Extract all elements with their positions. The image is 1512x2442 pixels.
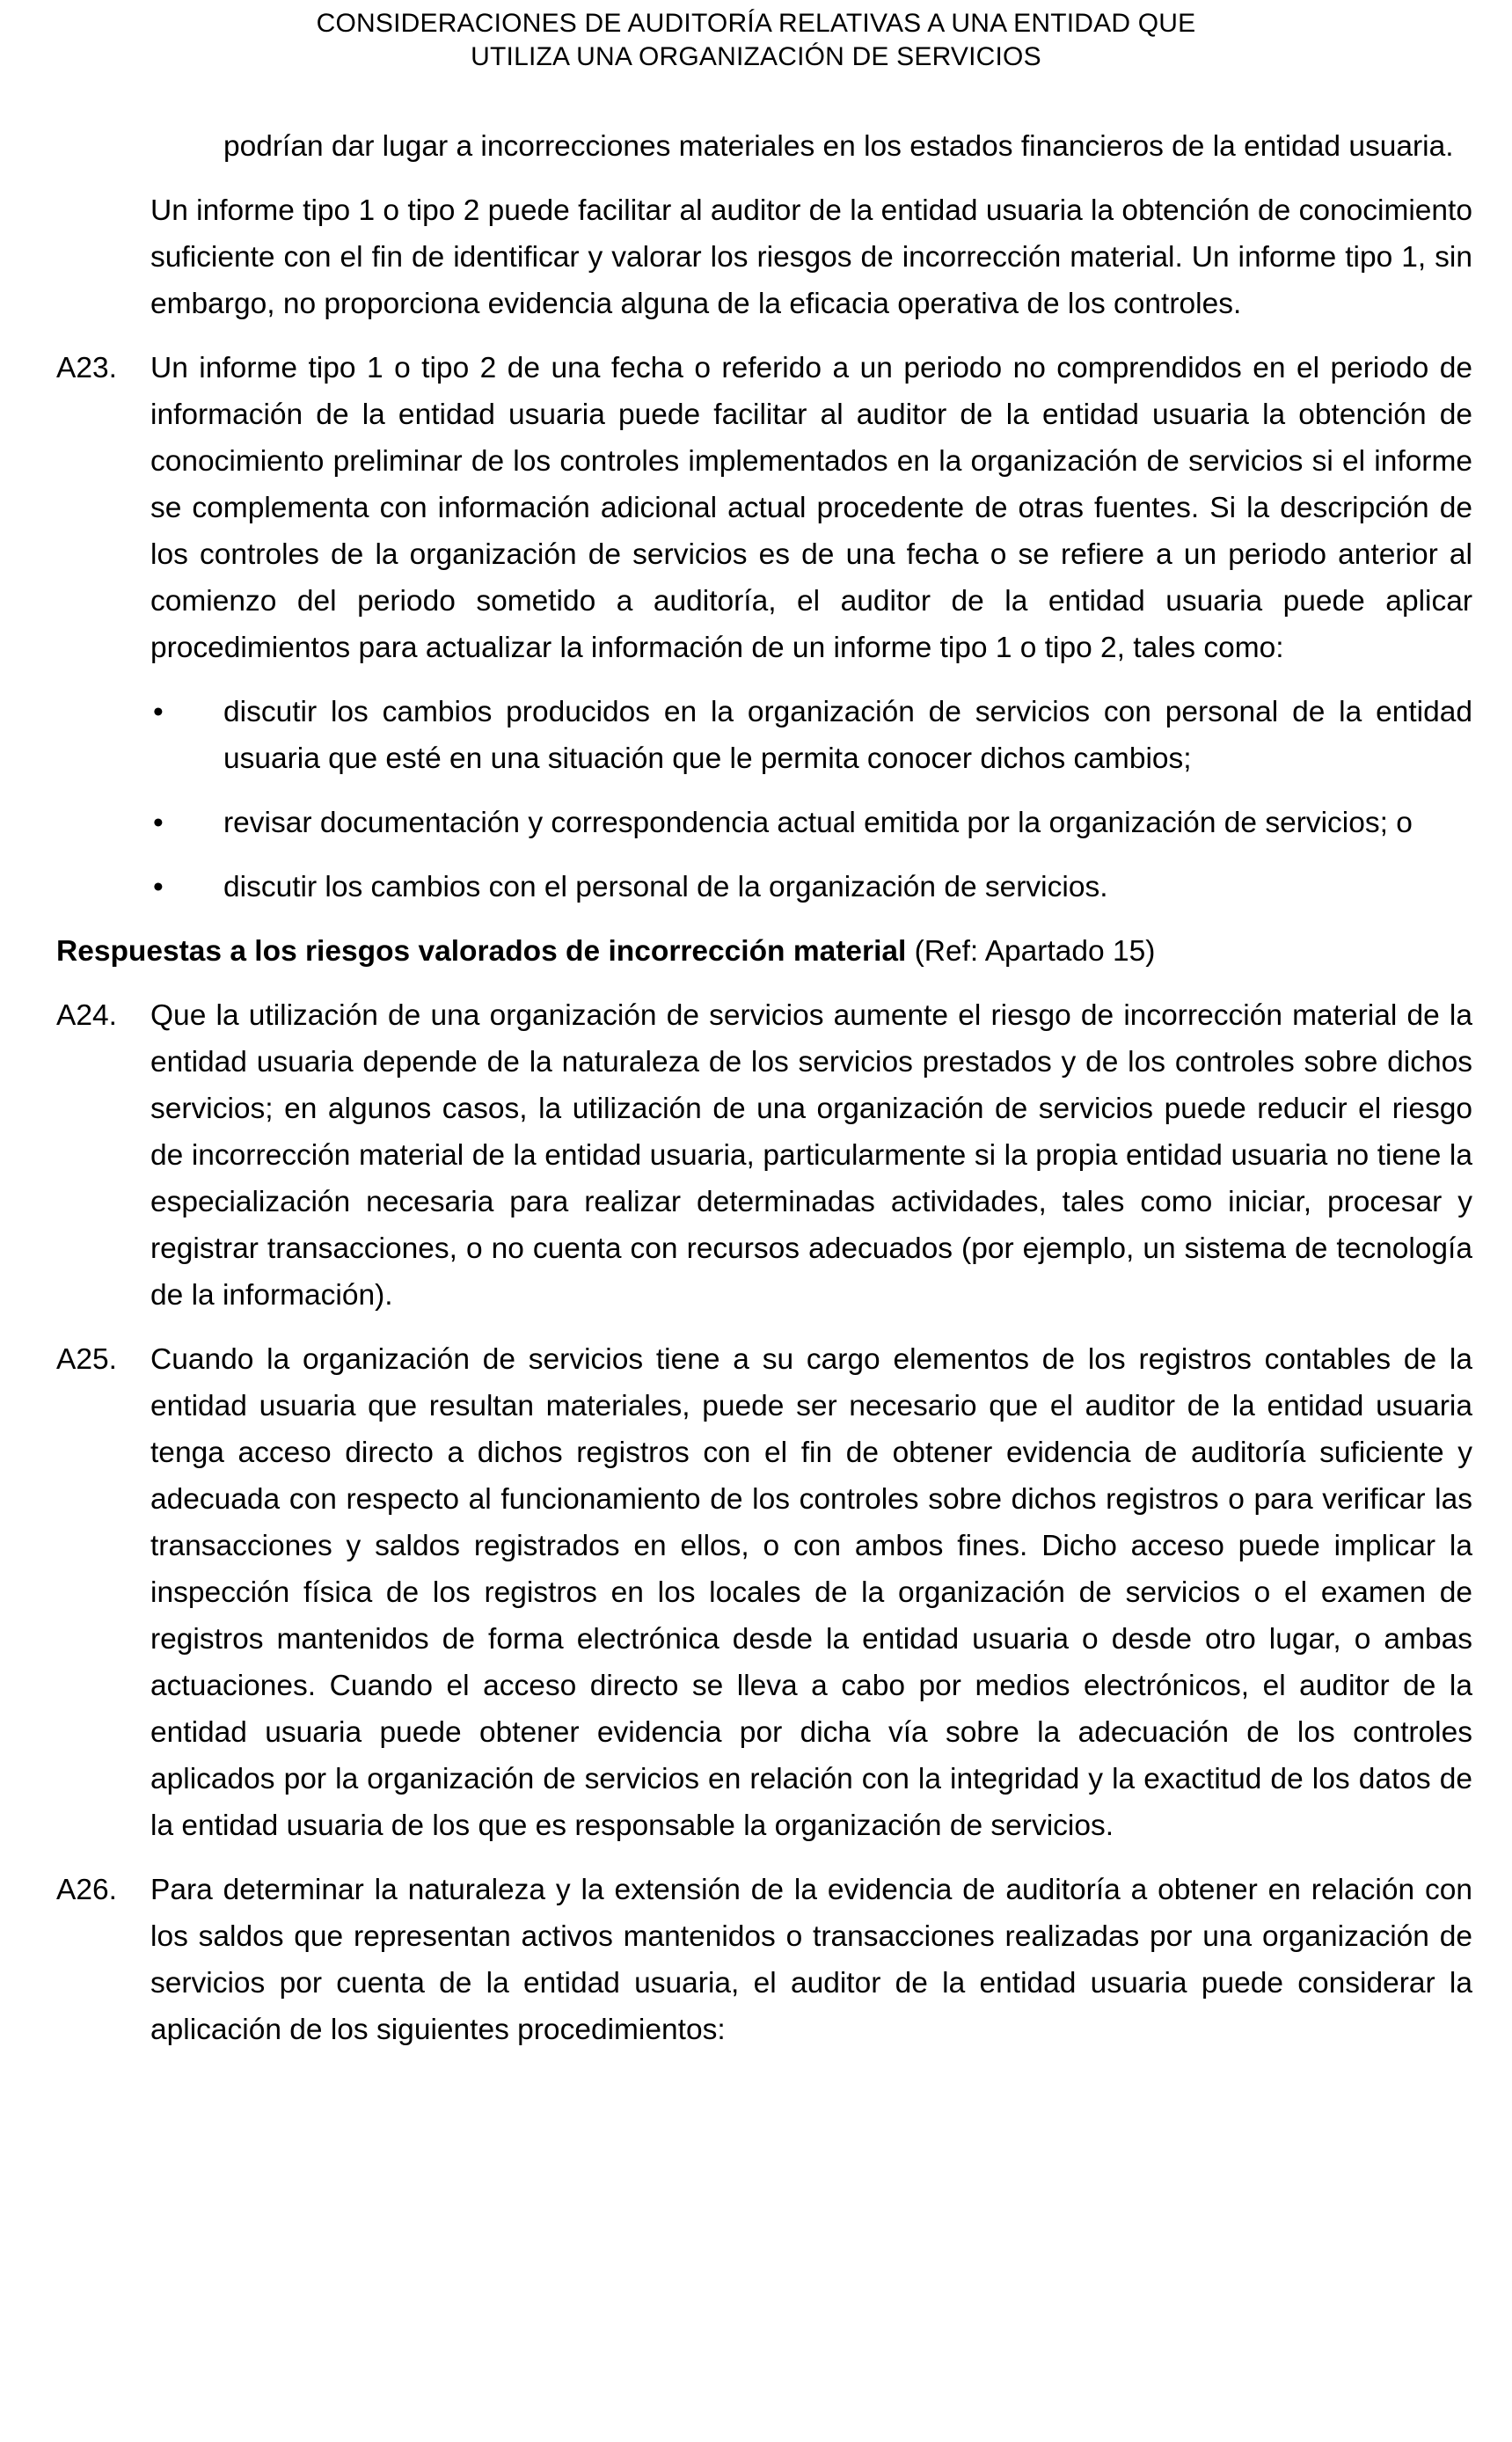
- document-body: [56, 123, 1472, 2053]
- list-item-text: revisar documentación y correspondencia actual emitida por la organización de servicios; o: [223, 807, 1413, 839]
- paragraph-text: Cuando la organización de servicios tiene a su cargo elementos de los registros contables de la entidad usuaria que resultan materiales, puede ser necesario que el auditor de la entidad usuaria tenga acceso directo a dichos registros con el fin de obtener evidencia de auditoría suficiente y adecuada con respecto al funcionamiento de los controles sobre dichos registros o para verificar las transacciones y saldos registrados en ellos, o con ambos fines. Dicho acceso puede implicar la inspección física de los registros en los locales de la organización de servicios o el examen de registros mantenidos de forma electrónica desde la entidad usuaria o desde otro lugar, o ambas actuaciones. Cuando el acceso directo se lleva a cabo por medios electrónicos, el auditor de la entidad usuaria puede obtener evidencia por dicha vía sobre la adecuación de los controles aplicados por la organización de servicios en relación con la integridad y la exactitud de los datos de la entidad usuaria de los que es responsable la organización de servicios.: [150, 1343, 1472, 1842]
- bullet-mark: •: [153, 871, 164, 903]
- section-heading: [56, 928, 1472, 975]
- paragraph-a24: [56, 992, 1472, 1319]
- paragraph-a26: [56, 1867, 1472, 2053]
- list-item-text: discutir los cambios con el personal de la organización de servicios.: [223, 871, 1108, 903]
- bullet-mark: •: [153, 696, 164, 728]
- section-heading-title: Respuestas a los riesgos valorados de incorrección material: [56, 935, 907, 968]
- paragraph-number: A26.: [56, 1874, 117, 1906]
- paragraph-text: Un informe tipo 1 o tipo 2 de una fecha o referido a un periodo no comprendidos en el periodo de información de la entidad usuaria puede facilitar al auditor de la entidad usuaria la obtención de conocimiento preliminar de los controles implementados en la organización de servicios si el informe se complementa con información adicional actual procedente de otras fuentes. Si la descripción de los controles de la organización de servicios es de una fecha o se refiere a un periodo anterior al comienzo del periodo sometido a auditoría, el auditor de la entidad usuaria puede aplicar procedimientos para actualizar la información de un informe tipo 1 o tipo 2, tales como:: [150, 352, 1472, 664]
- section-heading-ref: (Ref: Apartado 15): [906, 935, 1156, 968]
- paragraph-number: A23.: [56, 352, 117, 384]
- paragraph-text: Para determinar la naturaleza y la extensión de la evidencia de auditoría a obtener en relación con los saldos que representan activos mantenidos o transacciones realizadas por una organización de servicios por cuenta de la entidad usuaria, el auditor de la entidad usuaria puede considerar la aplicación de los siguientes procedimientos:: [150, 1874, 1472, 2046]
- continuation-paragraph: podrían dar lugar a incorrecciones materiales en los estados financieros de la entidad usuaria.: [223, 130, 1454, 163]
- header-line-1: CONSIDERACIONES DE AUDITORÍA RELATIVAS A UNA ENTIDAD QUE: [316, 9, 1196, 38]
- paragraph-text: Que la utilización de una organización de servicios aumente el riesgo de incorrección material de la entidad usuaria depende de la naturaleza de los servicios prestados y de los controles sobre dichos servicios; en algunos casos, la utilización de una organización de servicios puede reducir el riesgo de incorrección material de la entidad usuaria, particularmente si la propia entidad usuaria no tiene la especialización necesaria para realizar determinadas actividades, tales como iniciar, procesar y registrar transacciones, o no cuenta con recursos adecuados (por ejemplo, un sistema de tecnología de la información).: [150, 999, 1472, 1312]
- page-header: [0, 7, 1512, 74]
- list-item: [56, 864, 1472, 910]
- a23-bullet-list: [56, 689, 1472, 910]
- paragraph-number: A25.: [56, 1343, 117, 1376]
- list-item: [56, 689, 1472, 782]
- list-item: [56, 800, 1472, 846]
- type-report-paragraph: Un informe tipo 1 o tipo 2 puede facilitar al auditor de la entidad usuaria la obtención de conocimiento suficiente con el fin de identificar y valorar los riesgos de incorrección material. Un informe tipo 1, sin embargo, no proporciona evidencia alguna de la eficacia operativa de los controles.: [150, 194, 1472, 320]
- paragraph-a23: [56, 345, 1472, 671]
- paragraph-a25: [56, 1336, 1472, 1849]
- list-item-text: discutir los cambios producidos en la organización de servicios con personal de la entidad usuaria que esté en una situación que le permita conocer dichos cambios;: [223, 696, 1472, 775]
- header-line-2: UTILIZA UNA ORGANIZACIÓN DE SERVICIOS: [471, 42, 1041, 71]
- paragraph-number: A24.: [56, 999, 117, 1032]
- bullet-mark: •: [153, 807, 164, 839]
